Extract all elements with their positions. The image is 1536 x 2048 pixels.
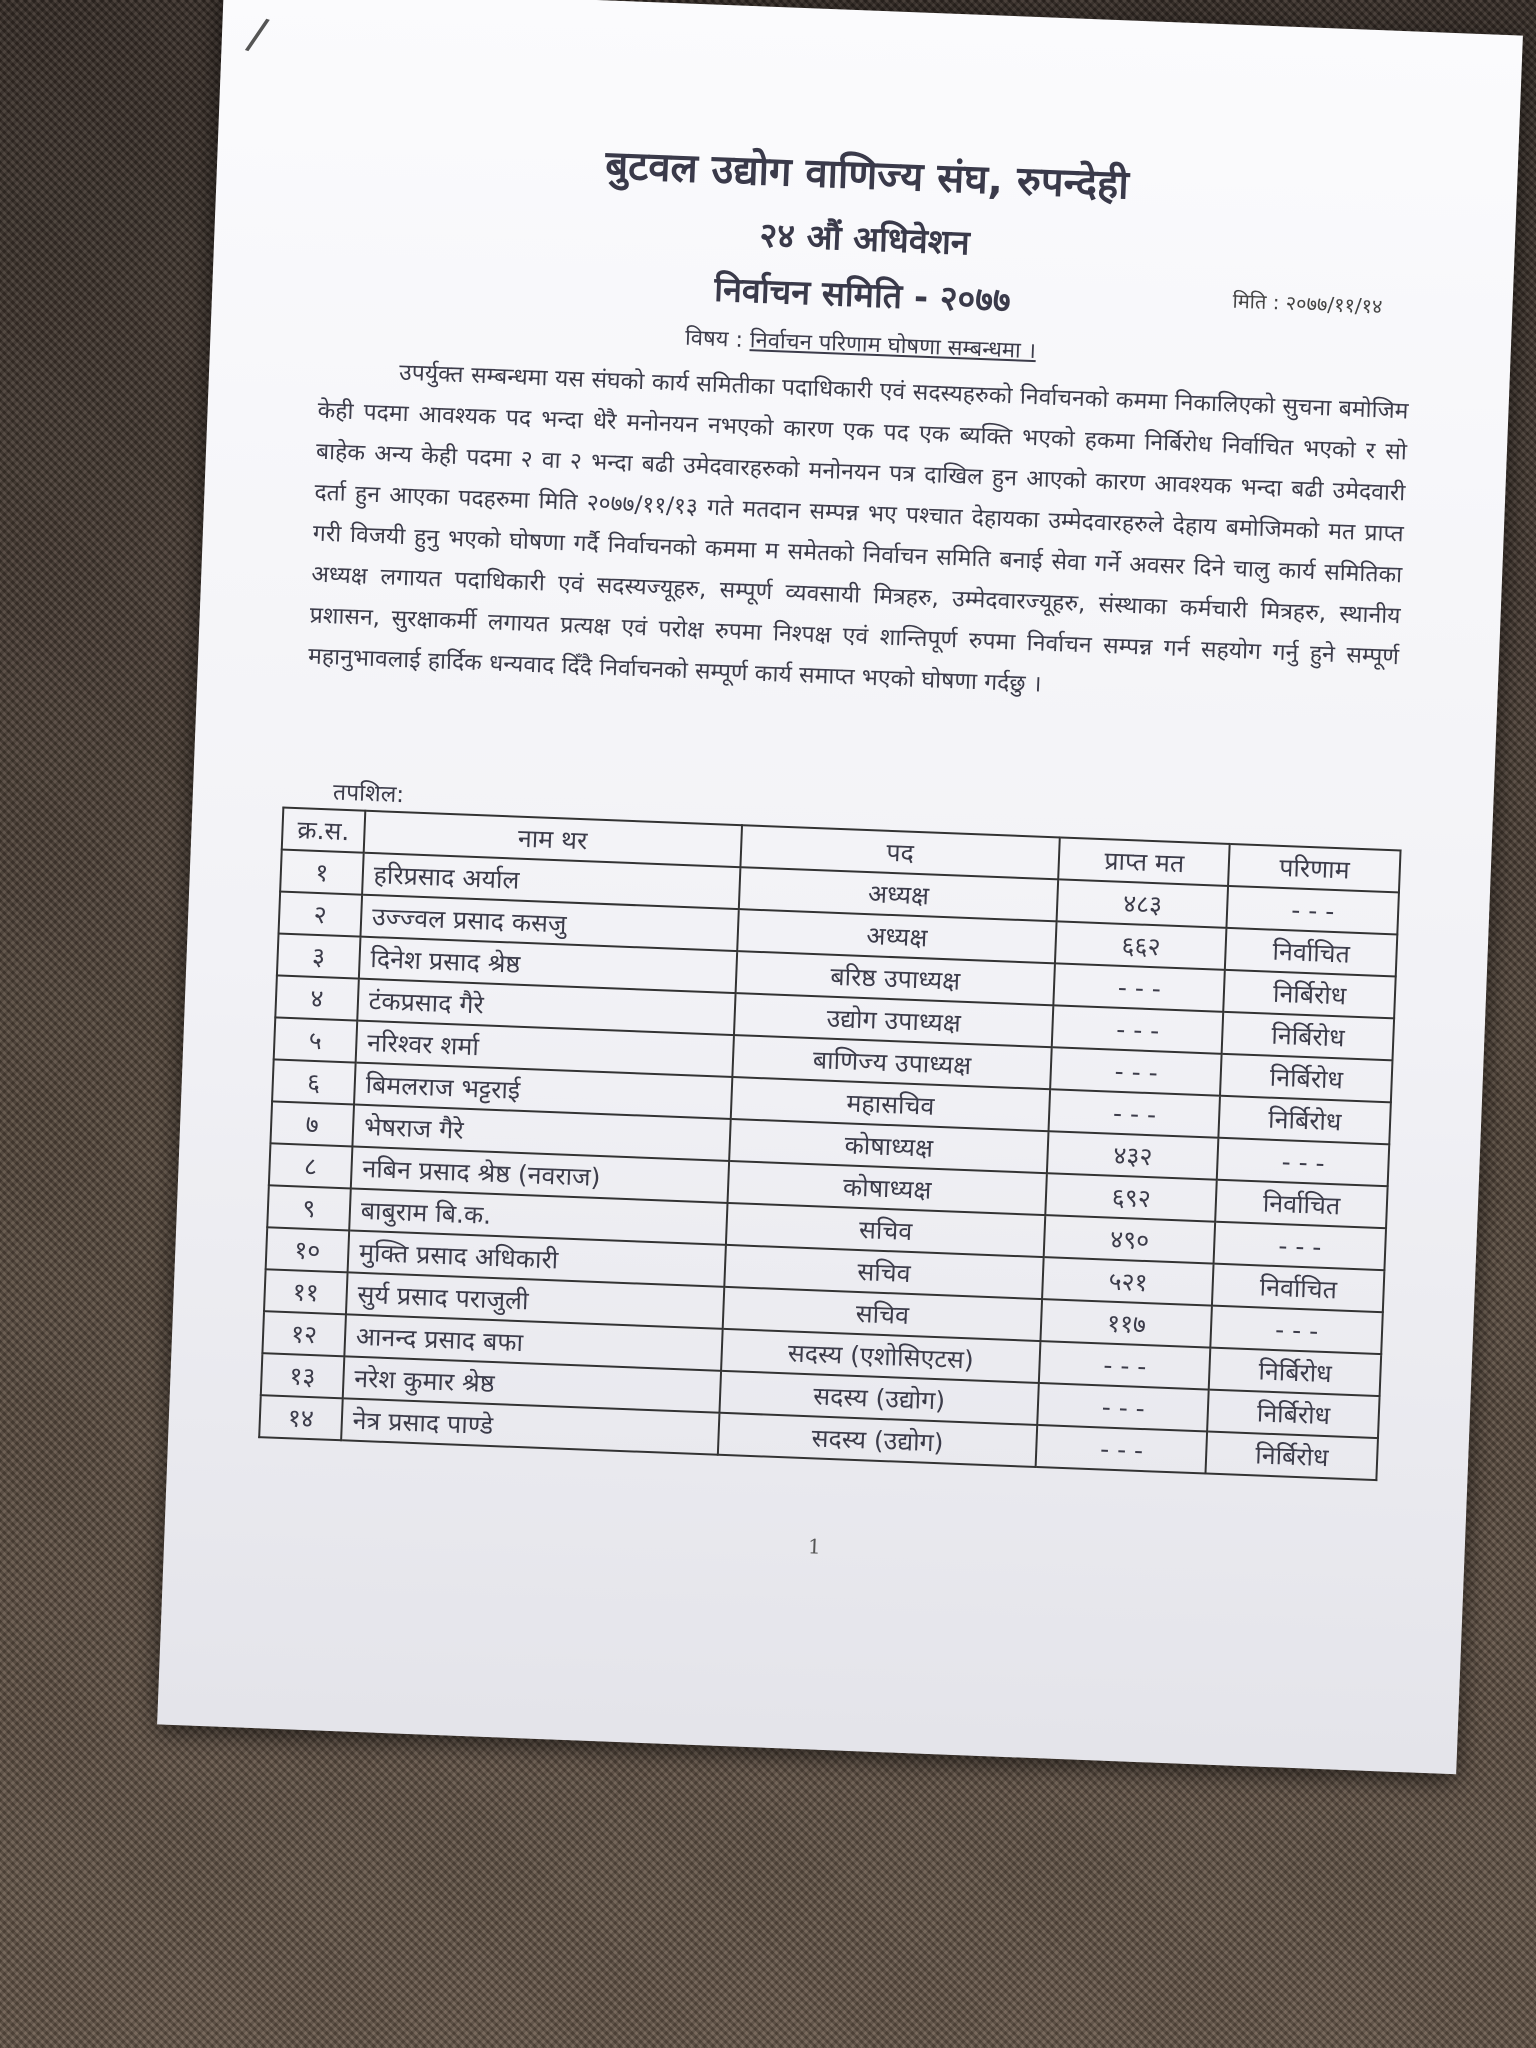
cell-name: आनन्द प्रसाद बफा [344, 1314, 722, 1370]
cell-name: बाबुराम बि.क. [349, 1188, 727, 1244]
cell-votes: ६६२ [1055, 921, 1226, 969]
cell-name: मुक्ति प्रसाद अधिकारी [347, 1230, 725, 1286]
cell-votes: ६९२ [1046, 1173, 1217, 1221]
cell-result: निर्बिरोध [1206, 1432, 1378, 1481]
cell-post: सचिव [724, 1245, 1044, 1299]
header-votes: प्राप्त मत [1059, 837, 1230, 885]
results-table [258, 807, 1401, 1482]
cell-serial: १२ [262, 1311, 345, 1356]
header-result: परिणाम [1228, 844, 1400, 893]
cell-name: हरिप्रसाद अर्याल [362, 853, 740, 909]
cell-result: निर्बिरोध [1219, 1096, 1391, 1145]
cell-result: निर्वाचित [1225, 928, 1397, 977]
cell-name: भेषराज गैरे [352, 1105, 730, 1161]
page-number: 1 [807, 1534, 822, 1559]
header-name: नाम थर [364, 811, 742, 867]
cell-votes: ४८३ [1057, 879, 1228, 927]
cell-post: सदस्य (एशोसिएटस) [721, 1329, 1041, 1383]
cell-result: निर्बिरोध [1220, 1054, 1392, 1103]
cell-post: सदस्य (उद्योग) [719, 1371, 1039, 1425]
results-body [259, 850, 1399, 1480]
cell-name: सुर्य प्रसाद पराजुली [346, 1272, 724, 1328]
document-date: मिति : २०७७/११/१४ [1232, 288, 1383, 319]
cell-post: उद्योग उपाध्यक्ष [734, 993, 1054, 1047]
cell-votes: - - - [1049, 1089, 1220, 1137]
cell-post: बाणिज्य उपाध्यक्ष [732, 1035, 1052, 1089]
cell-result: - - - [1227, 886, 1399, 935]
cell-name: नबिन प्रसाद श्रेष्ठ (नवराज) [351, 1146, 729, 1202]
cell-name: नरेश कुमार श्रेष्ठ [343, 1356, 721, 1412]
cell-votes: - - - [1039, 1341, 1210, 1389]
cell-result: निर्बिरोध [1207, 1390, 1379, 1439]
cell-votes: ४९० [1044, 1215, 1215, 1263]
cell-post: सचिव [722, 1287, 1042, 1341]
cell-serial: ९ [267, 1185, 350, 1230]
committee-title: निर्वाचन समिति - २०७७ [713, 269, 1012, 322]
subject-text: निर्वाचन परिणाम घोषणा सम्बन्धमा । [749, 328, 1037, 365]
cell-votes: - - - [1038, 1383, 1209, 1431]
cell-post: कोषाध्यक्ष [729, 1119, 1049, 1173]
cell-result: - - - [1211, 1306, 1383, 1355]
cell-post: कोषाध्यक्ष [727, 1161, 1047, 1215]
organization-title: बुटवल उद्योग वाणिज्य संघ, रुपन्देही [604, 142, 1130, 209]
cell-name: नरिश्वर शर्मा [355, 1021, 733, 1077]
cell-votes: - - - [1050, 1047, 1221, 1095]
cell-result: निर्बिरोध [1224, 970, 1396, 1019]
cell-result: - - - [1214, 1222, 1386, 1271]
header-serial: क्र.स. [282, 808, 365, 853]
cell-serial: ७ [270, 1101, 353, 1146]
cell-votes: ५२१ [1042, 1257, 1213, 1305]
cell-serial: ५ [274, 1017, 357, 1062]
cell-result: - - - [1217, 1138, 1389, 1187]
header-post: पद [740, 825, 1060, 879]
body-paragraph: उपर्युक्त सम्बन्धमा यस संघको कार्य समितीका पदाधिकारी एवं सदस्यहरुको निर्वाचनको कममा निकालिएको सुचना बमोजिम केही पदमा आवश्यक पद भन्दा धेरै मनोनयन नभएको कारण एक पद एक ब्यक्ति भएको हकमा निर्बिरोध निर्वाचित भएको र सो बाहेक अन्य केही पदमा २ वा २ भन्दा बढी उमेदवारहरुको मनोनयन पत्र दाखिल हुन आएको कारण आवश्यक भन्दा बढी उमेदवारी दर्ता हुन आएका पदहरुमा मिति २०७७/११/१३ गते मतदान सम्पन्न भए पश्चात देहायका उम्मेदवारहरुले देहाय बमोजिमको मत प्राप्त गरी विजयी हुनु भएको घोषणा गर्दै निर्वाचनको कममा म समेतको निर्वाचन समिति बनाई सेवा गर्ने अवसर दिने चालु कार्य समितिका अध्यक्ष लगायत पदाधिकारी एवं सदस्यज्यूहरु, सम्पूर्ण व्यवसायी मित्रहरु, उम्मेदवारज्यूहरु, संस्थाका कर्मचारी मित्रहरु, स्थानीय प्रशासन, सुरक्षाकर्मी लगायत प्रत्यक्ष एवं परोक्ष रुपमा निश्पक्ष एवं शान्तिपूर्ण रुपमा निर्वाचन सम्पन्न गर्न सहयोग गर्नु हुने सम्पूर्ण महानुभावलाई हार्दिक धन्यवाद दिँदै निर्वाचनको सम्पूर्ण कार्य समाप्त भएको घोषणा गर्दछु । [307, 359, 1409, 698]
cell-name: टंकप्रसाद गैरे [357, 979, 735, 1035]
cell-result: निर्वाचित [1216, 1180, 1388, 1229]
cell-serial: २ [279, 892, 362, 937]
cell-serial: ११ [264, 1269, 347, 1314]
subject-label: विषय : [684, 325, 744, 353]
cell-serial: ४ [275, 975, 358, 1020]
cell-votes: - - - [1054, 963, 1225, 1011]
cell-result: निर्बिरोध [1209, 1348, 1381, 1397]
cell-post: अध्यक्ष [737, 909, 1057, 963]
cell-serial: १ [280, 850, 363, 895]
cell-result: निर्बिरोध [1222, 1012, 1394, 1061]
cell-serial: १४ [259, 1395, 342, 1440]
document-page [157, 0, 1523, 1774]
cell-serial: १३ [261, 1353, 344, 1398]
cell-serial: ३ [277, 933, 360, 978]
cell-serial: ८ [269, 1143, 352, 1188]
cell-name: नेत्र प्रसाद पाण्डे [341, 1398, 719, 1454]
cell-votes: - - - [1036, 1425, 1207, 1473]
cell-post: अध्यक्ष [739, 867, 1059, 921]
cell-name: बिमलराज भट्टराई [354, 1063, 732, 1119]
session-title: २४ औं अधिवेशन [758, 215, 971, 264]
cell-post: सचिव [726, 1203, 1046, 1257]
pen-mark: / [242, 7, 273, 62]
cell-post: सदस्य (उद्योग) [718, 1413, 1038, 1467]
cell-votes: - - - [1052, 1005, 1223, 1053]
cell-post: बरिष्ठ उपाध्यक्ष [735, 951, 1055, 1005]
cell-votes: ११७ [1041, 1299, 1212, 1347]
cell-serial: १० [266, 1227, 349, 1272]
cell-name: दिनेश प्रसाद श्रेष्ठ [359, 937, 737, 993]
cell-name: उज्ज्वल प्रसाद कसजु [360, 895, 738, 951]
cell-result: निर्वाचित [1212, 1264, 1384, 1313]
list-label: तपशिल: [332, 779, 405, 809]
cell-post: महासचिव [730, 1077, 1050, 1131]
cell-serial: ६ [272, 1059, 355, 1104]
cell-votes: ४३२ [1047, 1131, 1218, 1179]
